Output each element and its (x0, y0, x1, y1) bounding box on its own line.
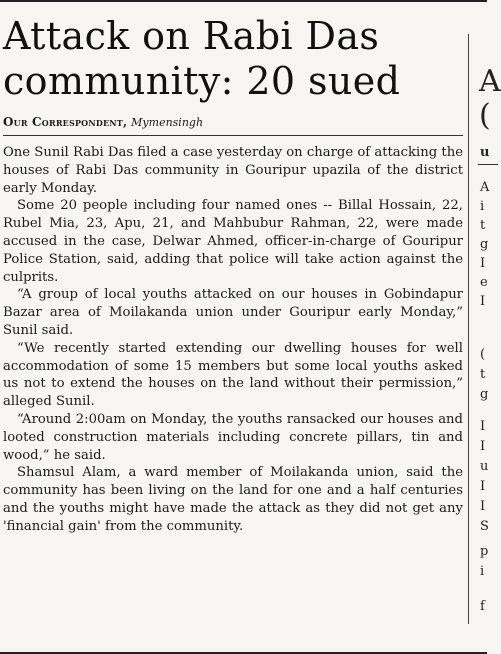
adjacent-fragment: p (480, 544, 489, 559)
adjacent-fragment: f (480, 599, 485, 614)
column-divider (468, 34, 469, 624)
adjacent-fragment: t (480, 218, 486, 233)
adjacent-fragment: ( (479, 98, 491, 133)
adjacent-fragment: u (480, 459, 489, 474)
adjacent-fragment: S (480, 519, 489, 534)
adjacent-fragment: i (480, 199, 485, 214)
adjacent-fragment: g (480, 237, 489, 252)
paragraph: “A group of local youths attacked on our houses in Gobindapur Bazar area of Moilakanda union under Gouripur early Monday,” Sunil said. (3, 287, 463, 338)
paragraph: Some 20 people including four named ones -- Billal Hossain, 22, Rubel Mia, 23, Apu, 21, and Mahbubur Rahman, 22, were made accused in the case, Delwar Ahmed, officer-in-charge of Gouripur Police Station, said, adding that police will take action against the culprits. (3, 198, 463, 285)
adjacent-fragment: A (480, 180, 490, 195)
adjacent-fragment: I (480, 256, 486, 271)
byline-location: Mymensingh (131, 116, 204, 129)
paragraph: “We recently started extending our dwelling houses for well accommodation of some 15 members but some local youths asked us not to extend the houses on the land without their permission,” alleged Sunil. (3, 340, 463, 410)
adjacent-fragment: I (480, 439, 486, 454)
paragraph: Shamsul Alam, a ward member of Moilakanda union, said the community has been living on the land for one and a half centuries and the youths might have made the attack as they did not get any 'financial gain' from the community. (3, 465, 463, 534)
adjacent-fragment: u (480, 145, 490, 160)
adjacent-fragment: A (479, 64, 501, 99)
headline-line-1: Attack on Rabi Das (3, 14, 380, 58)
article-body (3, 144, 463, 536)
adjacent-fragment: I (480, 419, 486, 434)
paragraph: “Around 2:00am on Monday, the youths ransacked our houses and looted construction materials including concrete pillars, tin and wood,” he said. (3, 411, 463, 463)
adjacent-fragment: t (480, 367, 486, 382)
headline (3, 14, 463, 104)
article (3, 10, 463, 536)
adjacent-fragment: i (480, 564, 485, 579)
adjacent-fragment: e (480, 275, 488, 290)
adjacent-column-fragment (474, 0, 501, 654)
adjacent-fragment: g (480, 387, 489, 402)
adjacent-fragment: I (480, 499, 486, 514)
headline-line-2: community: 20 sued (3, 59, 401, 103)
adjacent-fragment: I (480, 294, 486, 309)
adjacent-fragment: ( (480, 347, 486, 362)
paragraph: One Sunil Rabi Das filed a case yesterday on charge of attacking the houses of Rabi Das community in Gouripur upazila of the district early Monday. (3, 145, 463, 196)
byline-rule (3, 135, 463, 136)
byline (3, 114, 463, 131)
adjacent-rule (478, 164, 498, 165)
adjacent-fragment: I (480, 479, 486, 494)
byline-author: Our Correspondent, (3, 115, 128, 129)
